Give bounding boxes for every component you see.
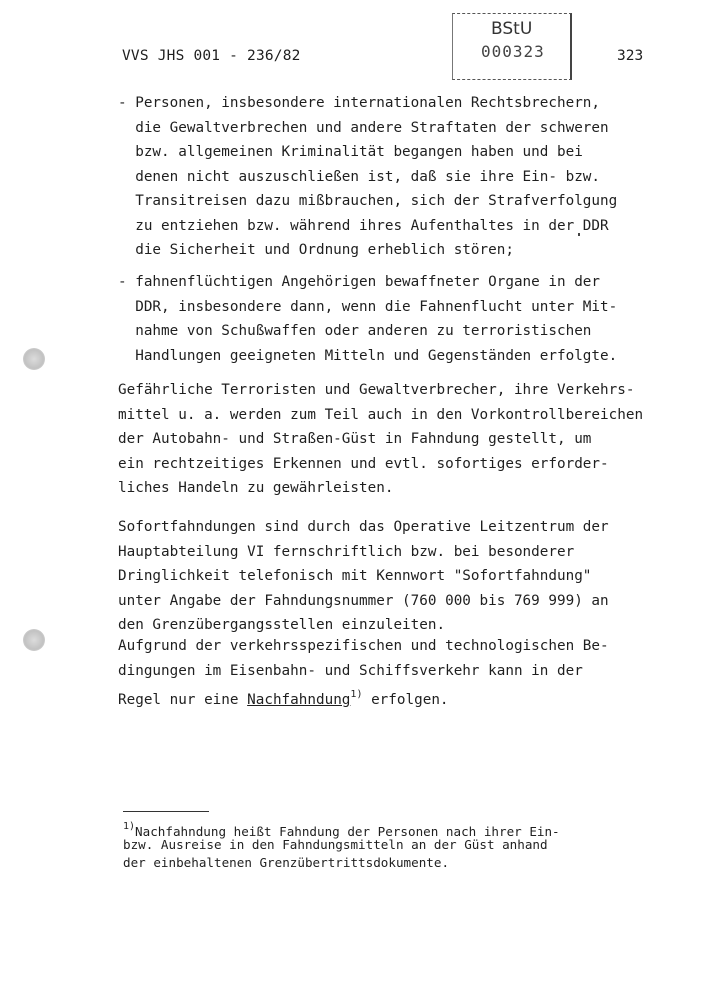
page-number: 323: [617, 48, 644, 64]
stamp-title: BStU: [491, 19, 533, 39]
text-line: der Autobahn- und Straßen-Güst in Fahndung gestellt, um: [118, 431, 592, 447]
paragraph-nachfahndung: [118, 634, 658, 708]
archive-stamp: [452, 13, 572, 80]
footnote-divider: [123, 811, 209, 812]
footnote-line: bzw. Ausreise in den Fahndungsmitteln an der Güst anhand: [123, 837, 548, 852]
text-line: liches Handeln zu gewährleisten.: [118, 480, 394, 496]
text-line: unter Angabe der Fahndungsnummer (760 000 bis 769 999) an: [118, 592, 609, 609]
text-line: Dringlichkeit telefonisch mit Kennwort "Sofortfahndung": [118, 568, 592, 584]
text-line: [118, 683, 658, 708]
text-line: mittel u. a. werden zum Teil auch in den Vorkontrollbereichen: [118, 406, 644, 423]
text-line: DDR, insbesondere dann, wenn die Fahnenflucht unter Mit-: [118, 298, 618, 315]
bullet-list-item-1: [118, 91, 658, 263]
text-line: den Grenzübergangsstellen einzuleiten.: [118, 617, 446, 633]
punch-hole-mark: [23, 348, 45, 370]
footnote-line: [123, 818, 663, 839]
punch-hole-mark: [23, 629, 45, 651]
text-fragment: Regel nur eine: [118, 692, 248, 708]
text-line: nahme von Schußwaffen oder anderen zu terroristischen: [118, 323, 592, 339]
text-line: Sofortfahndungen sind durch das Operative Leitzentrum der: [118, 519, 609, 535]
ink-speck: [578, 233, 580, 236]
text-line: Gefährliche Terroristen und Gewaltverbrecher, ihre Verkehrs-: [118, 382, 635, 398]
text-line: dingungen im Eisenbahn- und Schiffsverkehr kann in der: [118, 662, 583, 679]
text-line: Handlungen geeigneten Mitteln und Gegenständen erfolgte.: [118, 347, 618, 364]
stamp-number: 000323: [481, 42, 545, 61]
footnote-reference: 1): [350, 689, 363, 700]
underlined-term: Nachfahndung: [247, 692, 351, 708]
text-line: bzw. allgemeinen Kriminalität begangen haben und bei: [118, 144, 583, 160]
text-line: - fahnenflüchtigen Angehörigen bewaffneter Organe in der: [118, 274, 601, 290]
paragraph-terrorists: [118, 378, 658, 501]
text-line: ein rechtzeitiges Erkennen und evtl. sofortiges erforder-: [118, 455, 609, 472]
text-line: Aufgrund der verkehrsspezifischen und technologischen Be-: [118, 638, 609, 654]
text-line: zu entziehen bzw. während ihres Aufenthaltes in der DDR: [118, 217, 609, 234]
footnote-marker: 1): [123, 821, 136, 832]
footnote: [123, 818, 663, 872]
text-line: Hauptabteilung VI fernschriftlich bzw. bei besonderer: [118, 543, 575, 560]
text-line: die Gewaltverbrechen und andere Straftaten der schweren: [118, 119, 609, 136]
text-line: die Sicherheit und Ordnung erheblich stören;: [118, 242, 514, 258]
footnote-line: der einbehaltenen Grenzübertrittsdokumente.: [123, 855, 450, 870]
document-reference: VVS JHS 001 - 236/82: [122, 48, 301, 64]
text-fragment: Nachfahndung heißt Fahndung der Personen nach ihrer Ein-: [135, 824, 560, 839]
text-fragment: erfolgen.: [362, 692, 449, 708]
bullet-list-item-2: [118, 270, 658, 368]
paragraph-sofortfahndung: [118, 515, 658, 638]
text-line: - Personen, insbesondere internationalen Rechtsbrechern,: [118, 95, 601, 111]
text-line: denen nicht auszuschließen ist, daß sie ihre Ein- bzw.: [118, 168, 601, 185]
text-line: Transitreisen dazu mißbrauchen, sich der Strafverfolgung: [118, 193, 618, 209]
